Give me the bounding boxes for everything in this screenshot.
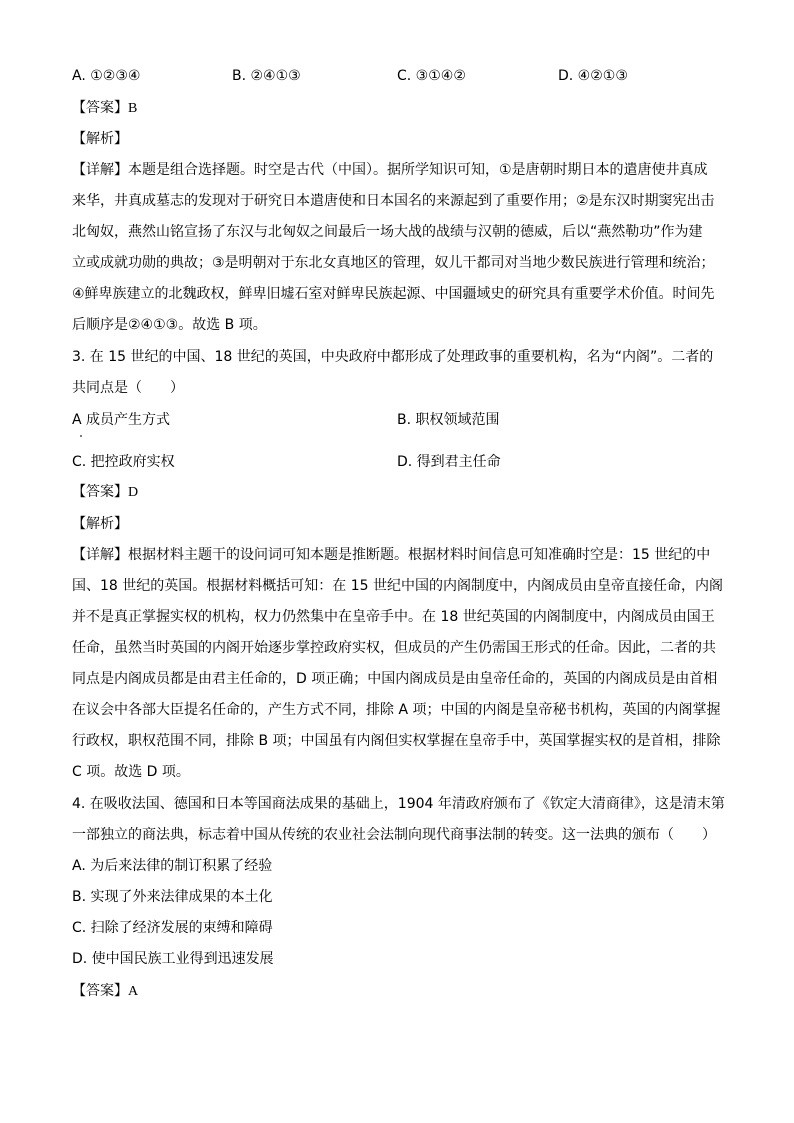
q3-option-a: A 成员产生方式 (72, 412, 171, 428)
answer-tag: 【答案】 (72, 100, 128, 116)
q4-stem-line-1: 4. 在吸收法国、德国和日本等国商法成果的基础上，1904 年清政府颁布了《钦定大清商律》，这是清末第 (72, 796, 725, 812)
q4-option-a: A. 为后来法律的制订积累了经验 (72, 858, 273, 874)
q2-detail-line-1 (72, 160, 708, 180)
q3-detail-line-2: 国、18 世纪的英国。根据材料概括可知：在 15 世纪中国的内阁制度中，内阁成员由皇帝直接任命，内阁 (72, 578, 723, 594)
q4-stem-line-2: 一部独立的商法典，标志着中国从传统的农业社会法制向现代商事法制的转变。这一法典的颁布（ ） (72, 827, 716, 843)
q2-option-d: D. ④②①③ (558, 68, 628, 84)
q2-option-b: B. ②④①③ (232, 68, 301, 84)
q2-answer (72, 98, 137, 118)
q4-option-c: C. 扫除了经济发展的束缚和障碍 (72, 920, 273, 936)
q3-detail-line-4: 任命，虽然当时英国的内阁开始逐步掌控政府实权，但成员的产生仍需国王形式的任命。因此，二者的共 (72, 640, 716, 656)
detail-tag: 【详解】 (72, 162, 128, 178)
q3-stem-line-2: 共同点是（ ） (72, 380, 184, 396)
q4-option-d: D. 使中国民族工业得到迅速发展 (72, 951, 274, 967)
q2-detail-line-3: 北匈奴，燕然山铭宣扬了东汉与北匈奴之间最后一场大战的战绩与汉朝的德威，后以“燕然勒功”作为建 (72, 224, 703, 240)
q3-answer (72, 482, 138, 502)
q3-option-c: C. 把控政府实权 (72, 454, 175, 470)
q2-detail-line-6: 后顺序是②④①③。故选 B 项。 (72, 317, 267, 333)
q2-analysis-tag: 【解析】 (72, 131, 128, 147)
q4-answer (72, 981, 138, 1001)
answer-value: B (128, 101, 138, 116)
q3-option-b: B. 职权领域范围 (397, 412, 500, 428)
q3-detail-line-8: C 项。故选 D 项。 (72, 764, 190, 780)
q2-detail-line-2: 来华，井真成墓志的发现对于研究日本遣唐使和日本国名的来源起到了重要作用；②是东汉时期窦宪出击 (72, 193, 715, 209)
q2-option-a: A. ①②③④ (72, 68, 141, 84)
q3-detail-line-7: 行政权，职权范围不同，排除 B 项；中国虽有内阁但实权掌握在皇帝手中，英国掌握实权的是首相，排除 (72, 733, 721, 749)
answer-tag: 【答案】 (72, 484, 128, 500)
q3-detail-line-3: 并不是真正掌握实权的机构，权力仍然集中在皇帝手中。在 18 世纪英国的内阁制度中，内阁成员由国王 (72, 609, 715, 625)
q2-detail-line-4: 立或成就功勋的典故；③是明朝对于东北女真地区的管理，奴儿干都司对当地少数民族进行管理和统治； (72, 255, 715, 271)
q3-analysis-tag: 【解析】 (72, 516, 128, 532)
q3-detail-line-5: 同点是内阁成员都是由君主任命的，D 项正确；中国内阁成员是由皇帝任命的，英国的内阁成员是由首相 (72, 671, 718, 687)
q2-option-c: C. ③①④② (397, 68, 466, 84)
q3-stem-line-1: 3. 在 15 世纪的中国、18 世纪的英国，中央政府中都形成了处理政事的重要机构，名为“内阁”。二者的 (72, 349, 714, 365)
answer-tag: 【答案】 (72, 983, 128, 999)
detail-text: 本题是组合选择题。时空是古代（中国）。据所学知识可知，①是唐朝时期日本的遣唐使井真成 (128, 162, 708, 178)
q4-option-b: B. 实现了外来法律成果的本土化 (72, 889, 273, 905)
answer-value: D (128, 485, 139, 500)
stray-dot (80, 435, 82, 437)
q3-detail-line-6: 在议会中各部大臣提名任命的，产生方式不同，排除 A 项；中国的内阁是皇帝秘书机构，英国的内阁掌握 (72, 702, 721, 718)
detail-text: 根据材料主题干的设问词可知本题是推断题。根据材料时间信息可知准确时空是：15 世纪的中 (128, 547, 711, 563)
q2-detail-line-5: ④鲜卑族建立的北魏政权，鲜卑旧墟石室对鲜卑民族起源、中国疆域史的研究具有重要学术价值。时间先 (72, 286, 715, 302)
q3-detail-line-1 (72, 545, 710, 565)
answer-value: A (128, 984, 139, 999)
q3-option-d: D. 得到君主任命 (397, 454, 501, 470)
detail-tag: 【详解】 (72, 547, 128, 563)
